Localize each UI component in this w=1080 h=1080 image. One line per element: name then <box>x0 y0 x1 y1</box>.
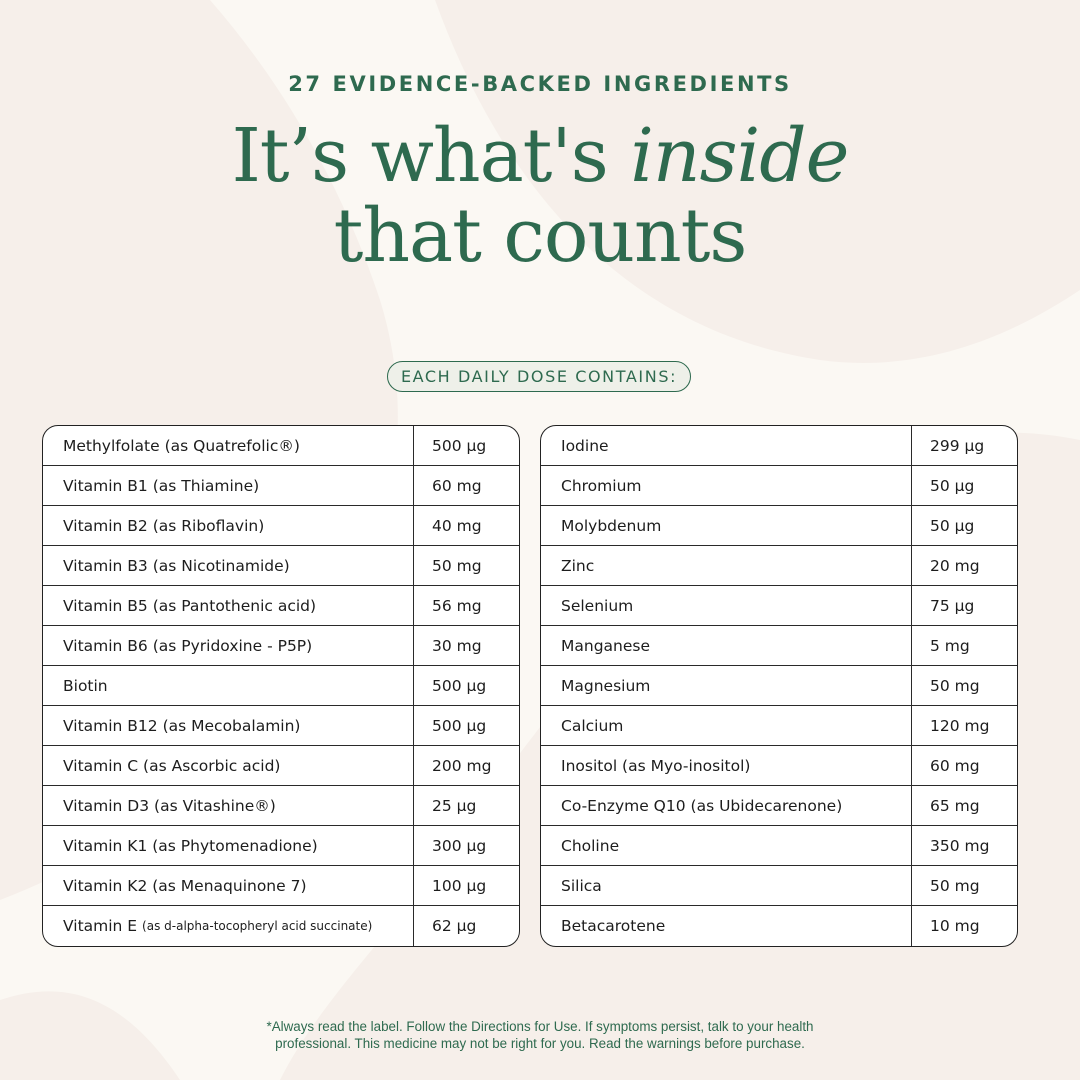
ingredient-amount: 30 mg <box>432 636 482 655</box>
ingredient-name: Zinc <box>541 546 912 585</box>
table-row <box>541 546 1017 586</box>
ingredient-name: Inositol (as Myo-inositol) <box>541 746 912 785</box>
table-row <box>43 746 519 786</box>
table-row <box>541 586 1017 626</box>
ingredient-name: Choline <box>541 826 912 865</box>
ingredient-amount: 120 mg <box>930 716 990 735</box>
ingredient-name: Vitamin K1 (as Phytomenadione) <box>43 826 414 865</box>
table-row <box>541 666 1017 706</box>
ingredient-amount: 50 µg <box>930 476 975 495</box>
ingredient-amount: 5 mg <box>930 636 970 655</box>
ingredient-amount: 50 µg <box>930 516 975 535</box>
ingredient-name-cell <box>43 906 414 946</box>
table-row <box>43 626 519 666</box>
eyebrow-heading: 27 EVIDENCE-BACKED INGREDIENTS <box>288 72 792 96</box>
table-row <box>541 866 1017 906</box>
table-row <box>541 426 1017 466</box>
headline-line-1 <box>0 113 1080 199</box>
page-title <box>0 113 1080 279</box>
ingredient-name: Vitamin B5 (as Pantothenic acid) <box>43 586 414 625</box>
table-row <box>43 786 519 826</box>
table-row <box>43 426 519 466</box>
table-row <box>43 546 519 586</box>
ingredient-name: Molybdenum <box>541 506 912 545</box>
ingredient-name: Vitamin B12 (as Mecobalamin) <box>43 706 414 745</box>
ingredient-name: Manganese <box>541 626 912 665</box>
ingredient-amount: 50 mg <box>930 876 980 895</box>
table-row <box>541 626 1017 666</box>
ingredient-amount: 10 mg <box>930 917 980 935</box>
ingredient-amount: 299 µg <box>930 436 985 455</box>
ingredient-name: Co-Enzyme Q10 (as Ubidecarenone) <box>541 786 912 825</box>
ingredient-amount: 100 µg <box>432 876 487 895</box>
ingredient-amount: 500 µg <box>432 676 487 695</box>
section-label-pill: EACH DAILY DOSE CONTAINS: <box>387 361 691 392</box>
table-row <box>541 506 1017 546</box>
ingredient-amount: 50 mg <box>432 556 482 575</box>
ingredient-amount: 60 mg <box>432 476 482 495</box>
ingredient-name: Vitamin B1 (as Thiamine) <box>43 466 414 505</box>
ingredient-name: Vitamin B6 (as Pyridoxine - P5P) <box>43 626 414 665</box>
ingredient-amount: 350 mg <box>930 836 990 855</box>
ingredient-name: Silica <box>541 866 912 905</box>
ingredient-amount: 500 µg <box>432 716 487 735</box>
ingredient-amount: 56 mg <box>432 596 482 615</box>
headline-line-2: that counts <box>333 193 747 279</box>
disclaimer-line-1: *Always read the label. Follow the Directions for Use. If symptoms persist, talk to your health <box>266 1019 814 1034</box>
ingredient-amount: 40 mg <box>432 516 482 535</box>
table-row <box>541 906 1017 946</box>
ingredient-name: Iodine <box>541 426 912 465</box>
table-row <box>541 746 1017 786</box>
ingredient-name: Vitamin K2 (as Menaquinone 7) <box>43 866 414 905</box>
ingredient-name: Selenium <box>541 586 912 625</box>
ingredient-name: Calcium <box>541 706 912 745</box>
ingredient-amount: 20 mg <box>930 556 980 575</box>
table-row <box>541 826 1017 866</box>
ingredient-amount: 25 µg <box>432 796 477 815</box>
table-row <box>43 586 519 626</box>
ingredient-name: Biotin <box>43 666 414 705</box>
table-row <box>43 706 519 746</box>
table-row <box>43 826 519 866</box>
table-row <box>43 466 519 506</box>
ingredient-name: Vitamin B3 (as Nicotinamide) <box>43 546 414 585</box>
ingredient-name: Chromium <box>541 466 912 505</box>
ingredient-name: Methylfolate (as Quatrefolic®) <box>43 426 414 465</box>
ingredients-table-left <box>42 425 520 947</box>
ingredient-name-detail: (as d-alpha-tocopheryl acid succinate) <box>142 919 373 933</box>
headline-line-1-prefix: It’s what's <box>231 113 631 199</box>
ingredient-name: Magnesium <box>541 666 912 705</box>
table-row <box>43 506 519 546</box>
ingredient-amount: 62 µg <box>432 917 477 935</box>
disclaimer-line-2: professional. This medicine may not be right for you. Read the warnings before purchase. <box>275 1036 805 1051</box>
table-row <box>43 866 519 906</box>
table-row <box>541 706 1017 746</box>
ingredient-amount: 200 mg <box>432 756 492 775</box>
ingredient-name: Vitamin B2 (as Riboflavin) <box>43 506 414 545</box>
ingredient-name: Betacarotene <box>541 906 912 946</box>
table-row <box>541 466 1017 506</box>
ingredient-amount: 500 µg <box>432 436 487 455</box>
ingredient-amount: 60 mg <box>930 756 980 775</box>
ingredients-table-right <box>540 425 1018 947</box>
ingredient-amount: 300 µg <box>432 836 487 855</box>
table-row <box>43 906 519 946</box>
table-row <box>541 786 1017 826</box>
ingredient-amount: 75 µg <box>930 596 975 615</box>
headline-line-1-italic: inside <box>630 113 849 199</box>
disclaimer <box>0 1018 1080 1052</box>
ingredient-amount: 65 mg <box>930 796 980 815</box>
table-row <box>43 666 519 706</box>
ingredient-name: Vitamin E <box>63 917 138 935</box>
ingredient-name: Vitamin C (as Ascorbic acid) <box>43 746 414 785</box>
ingredient-amount: 50 mg <box>930 676 980 695</box>
ingredient-name: Vitamin D3 (as Vitashine®) <box>43 786 414 825</box>
